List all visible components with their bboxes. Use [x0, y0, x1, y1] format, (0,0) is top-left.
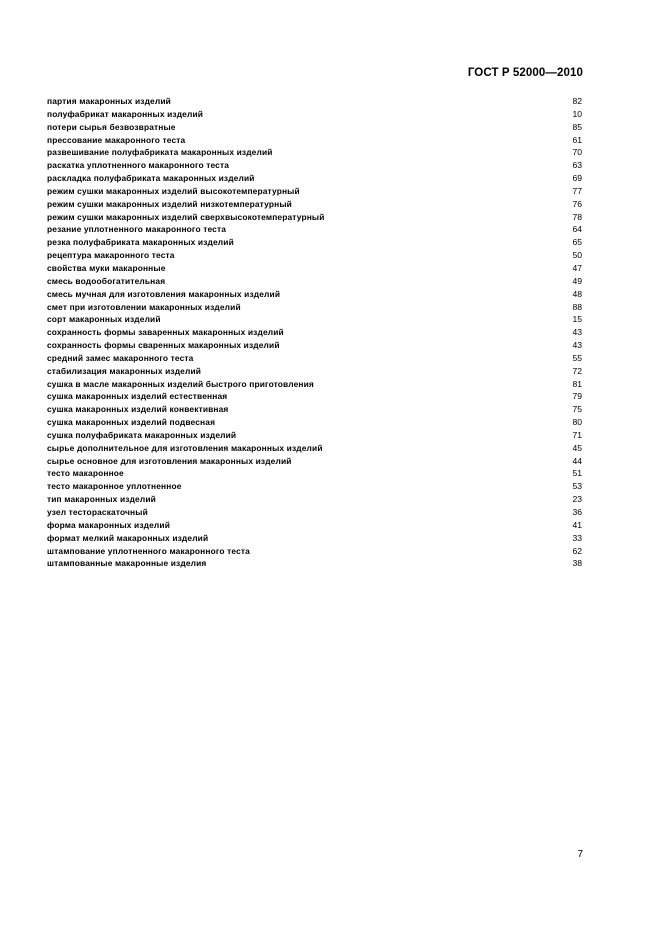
index-entry — [47, 236, 582, 249]
index-term-number: 64 — [572, 224, 582, 235]
index-term-number: 44 — [572, 455, 582, 466]
index-entry — [47, 159, 582, 172]
index-entry — [47, 519, 582, 532]
index-term: резание уплотненного макаронного теста — [47, 224, 227, 235]
index-entry — [47, 249, 582, 262]
index-term-number: 65 — [572, 237, 582, 248]
index-term: режим сушки макаронных изделий высокотемпературный — [47, 185, 300, 196]
index-term-number: 75 — [572, 404, 582, 415]
index-term: тесто макаронное — [47, 468, 124, 479]
index-term-number: 41 — [572, 519, 582, 530]
index-term-number: 61 — [572, 134, 582, 145]
index-term: смет при изготовлении макаронных изделий — [47, 301, 241, 312]
index-entry — [47, 275, 582, 288]
index-entry — [47, 301, 582, 314]
index-entry — [47, 288, 582, 301]
index-term: полуфабрикат макаронных изделий — [47, 108, 204, 119]
index-term-number: 62 — [572, 545, 582, 556]
index-term: потери сырья безвозвратные — [47, 121, 176, 132]
index-term-number: 79 — [572, 391, 582, 402]
index-entry — [47, 185, 582, 198]
index-term-number: 50 — [572, 250, 582, 261]
index-term: свойства муки макаронные — [47, 262, 166, 273]
index-term: стабилизация макаронных изделий — [47, 365, 202, 376]
index-term: штампованные макаронные изделия — [47, 558, 207, 569]
index-term: формат мелкий макаронных изделий — [47, 532, 209, 543]
index-entry — [47, 532, 582, 545]
index-term: средний замес макаронного теста — [47, 352, 194, 363]
index-term: прессование макаронного теста — [47, 134, 186, 145]
index-entry — [47, 442, 582, 455]
index-term: сохранность формы сваренных макаронных изделий — [47, 340, 280, 351]
index-term: узел тестораскаточный — [47, 507, 148, 517]
index-entry — [47, 416, 582, 429]
index-term: форма макаронных изделий — [47, 519, 170, 530]
index-term-number: 15 — [572, 314, 582, 325]
index-term-number: 53 — [572, 481, 582, 492]
index-entry — [47, 480, 582, 493]
index-term-number: 82 — [572, 96, 582, 106]
index-entry — [47, 506, 582, 519]
index-entry — [47, 108, 582, 121]
index-term-number: 38 — [572, 558, 582, 569]
index-entry — [47, 390, 582, 403]
index-term: сырье основное для изготовления макаронных изделий — [47, 455, 292, 466]
index-term-number: 69 — [572, 173, 582, 184]
index-entry — [47, 198, 582, 211]
index-term: сохранность формы заваренных макаронных изделий — [47, 327, 284, 338]
index-term-number: 47 — [572, 262, 582, 273]
index-term-number: 48 — [572, 288, 582, 299]
index-term: режим сушки макаронных изделий низкотемпературный — [47, 198, 292, 209]
index-term-number: 51 — [572, 468, 582, 479]
index-entry — [47, 378, 582, 391]
alphabetical-term-index — [47, 95, 582, 570]
index-term: штампование уплотненного макаронного теста — [47, 545, 250, 556]
index-entry — [47, 146, 582, 159]
index-term-number: 85 — [572, 121, 582, 132]
index-term: режим сушки макаронных изделий сверхвысокотемпературный — [47, 211, 325, 222]
index-entry — [47, 493, 582, 506]
index-term-number: 36 — [572, 507, 582, 517]
index-term: резка полуфабриката макаронных изделий — [47, 237, 234, 248]
index-term: сорт макаронных изделий — [47, 314, 161, 325]
index-term-number: 23 — [572, 494, 582, 505]
index-entry — [47, 455, 582, 468]
index-entry — [47, 95, 582, 108]
index-term: сушка макаронных изделий подвесная — [47, 417, 216, 428]
index-term-number: 76 — [572, 198, 582, 209]
index-term: сушка макаронных изделий естественная — [47, 391, 228, 402]
page-number: 7 — [577, 849, 583, 860]
index-entry — [47, 326, 582, 339]
index-entry — [47, 121, 582, 134]
index-entry — [47, 172, 582, 185]
index-term: сырье дополнительное для изготовления макаронных изделий — [47, 442, 323, 453]
index-term-number: 43 — [572, 327, 582, 338]
index-term-number: 63 — [572, 160, 582, 171]
index-term-number: 81 — [572, 378, 582, 389]
index-term: рецептура макаронного теста — [47, 250, 175, 261]
index-entry — [47, 211, 582, 224]
index-entry — [47, 223, 582, 236]
index-entry — [47, 545, 582, 558]
index-entry — [47, 134, 582, 147]
index-term-number: 71 — [572, 429, 582, 440]
index-term-number: 10 — [572, 108, 582, 119]
index-term-number: 78 — [572, 211, 582, 222]
index-entry — [47, 339, 582, 352]
index-entry — [47, 403, 582, 416]
index-term-number: 33 — [572, 532, 582, 543]
index-term-number: 45 — [572, 442, 582, 453]
index-term: раскатка уплотненного макаронного теста — [47, 160, 230, 171]
index-term-number: 77 — [572, 185, 582, 196]
index-term-number: 43 — [572, 340, 582, 351]
index-term-number: 88 — [572, 301, 582, 312]
index-term: сушка макаронных изделий конвективная — [47, 404, 229, 415]
index-entry — [47, 352, 582, 365]
document-header-code: ГОСТ Р 52000—2010 — [467, 67, 583, 79]
index-term-number: 70 — [572, 147, 582, 158]
index-term: смесь водообогатительная — [47, 275, 166, 286]
index-term-number: 72 — [572, 365, 582, 376]
index-term-number: 49 — [572, 275, 582, 286]
index-entry — [47, 557, 582, 570]
index-entry — [47, 365, 582, 378]
index-term: партия макаронных изделий — [47, 96, 171, 106]
index-term: раскладка полуфабриката макаронных изделий — [47, 173, 255, 184]
index-entry — [47, 467, 582, 480]
index-term: сушка в масле макаронных изделий быстрого приготовления — [47, 378, 314, 389]
index-term: тип макаронных изделий — [47, 494, 156, 505]
index-term-number: 55 — [572, 352, 582, 363]
index-entry — [47, 429, 582, 442]
index-term: развешивание полуфабриката макаронных изделий — [47, 147, 273, 158]
index-entry — [47, 313, 582, 326]
index-term: смесь мучная для изготовления макаронных изделий — [47, 288, 281, 299]
index-term: тесто макаронное уплотненное — [47, 481, 182, 492]
index-term: сушка полуфабриката макаронных изделий — [47, 429, 237, 440]
index-term-number: 80 — [572, 417, 582, 428]
index-entry — [47, 262, 582, 275]
